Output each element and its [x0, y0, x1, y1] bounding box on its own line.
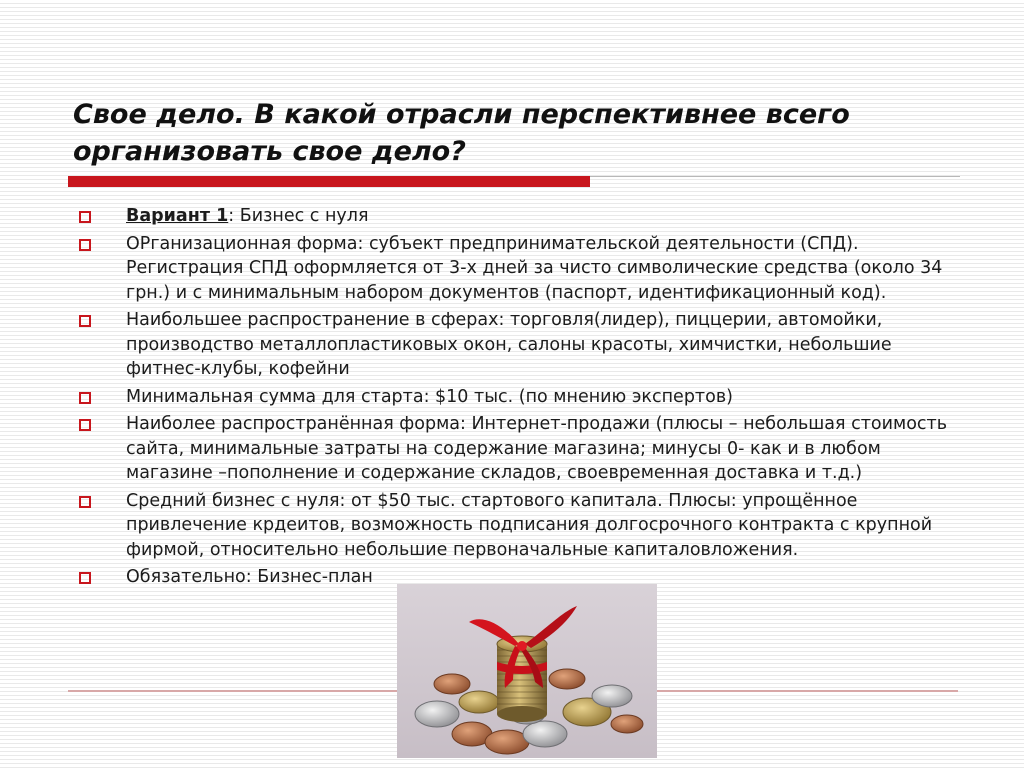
list-item [75, 204, 955, 229]
square-bullet-icon [79, 419, 91, 431]
list-item [75, 412, 955, 486]
coins-photo [397, 584, 657, 758]
square-bullet-icon [79, 496, 91, 508]
list-item [75, 489, 955, 563]
bullet-text: Средний бизнес с нуля: от $50 тыс. стартового капитала. Плюсы: упрощённое привлечение крдеитов, возможность подписания долгосрочного контракта с крупной фирмой, относительно небольшие первоначальные капиталовложения. [126, 490, 933, 560]
bullet-text: Обязательно: Бизнес-план [126, 567, 373, 587]
bullet-text: Наибольшее распространение в сферах: торговля(лидер), пиццерии, автомойки, производство металлопластиковых окон, салоны красоты, химчистки, небольшие фитнес-клубы, кофейни [126, 310, 892, 379]
title-underline-grey [590, 176, 960, 177]
slide-title: Свое дело. В какой отрасли перспективнее всего организовать свое дело? [73, 99, 850, 167]
square-bullet-icon [79, 239, 91, 251]
bullet-list [75, 204, 955, 593]
list-item [75, 308, 955, 382]
square-bullet-icon [79, 315, 91, 327]
variant-text: : Бизнес с нуля [228, 206, 369, 226]
square-bullet-icon [79, 211, 91, 223]
bullet-text: Наиболее распространённая форма: Интернет-продажи (плюсы – небольшая стоимость сайта, минимальные затраты на содержание магазина; минусы 0- как и в любом магазине –пополнение и содержание складов, своевременная доставка и т.д.) [126, 414, 948, 483]
variant-label: Вариант 1 [126, 206, 229, 226]
list-item [75, 385, 955, 410]
list-item [75, 232, 955, 306]
coins-with-ribbon-icon [397, 584, 657, 758]
title-underline-red [68, 176, 590, 187]
bullet-text: ОРганизационная форма: субъект предпринимательской деятельности (СПД). Регистрация СПД оформляется от 3-х дней за чисто символические средства (около 34 грн.) и с минимальным набором документов (паспорт, идентификационный код). [126, 233, 943, 303]
square-bullet-icon [79, 392, 91, 404]
bullet-text: Минимальная сумма для старта: $10 тыс. (по мнению экспертов) [126, 386, 733, 407]
square-bullet-icon [79, 572, 91, 584]
